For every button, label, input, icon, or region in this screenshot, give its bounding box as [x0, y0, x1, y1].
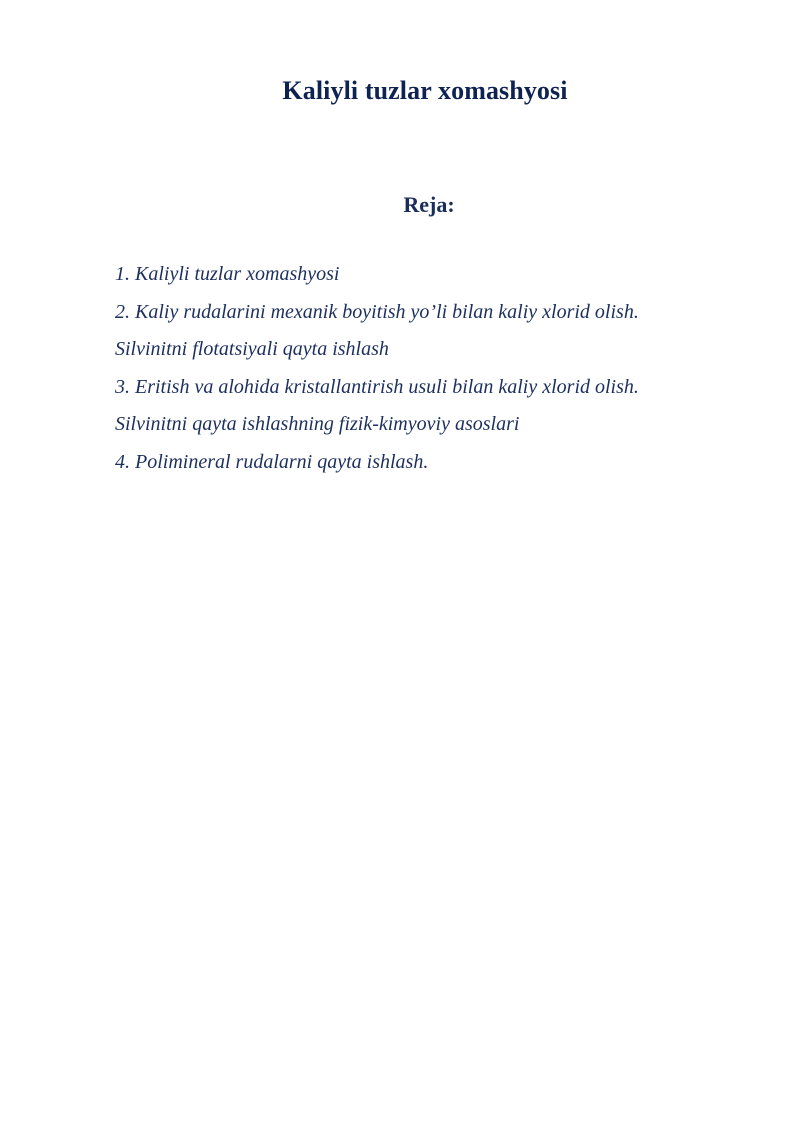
plan-item-4: 4. Polimineral rudalarni qayta ishlash. [115, 450, 429, 473]
plan-item-3: 3. Eritish va alohida kristallantirish usuli bilan kaliy xlorid olish. [115, 375, 639, 398]
plan-heading: Reja: [403, 192, 455, 217]
plan-item-2: 2. Kaliy rudalarini mexanik boyitish yo’li bilan kaliy xlorid olish. [115, 300, 639, 323]
plan-item-2-continuation: Silvinitni flotatsiyali qayta ishlash [115, 338, 389, 360]
plan-item-1: 1. Kaliyli tuzlar xomashyosi [115, 263, 340, 285]
plan-list [115, 256, 735, 481]
document-title: Kaliyli tuzlar xomashyosi [282, 76, 568, 105]
plan-item-3-continuation: Silvinitni qayta ishlashning fizik-kimyoviy asoslari [115, 413, 520, 435]
